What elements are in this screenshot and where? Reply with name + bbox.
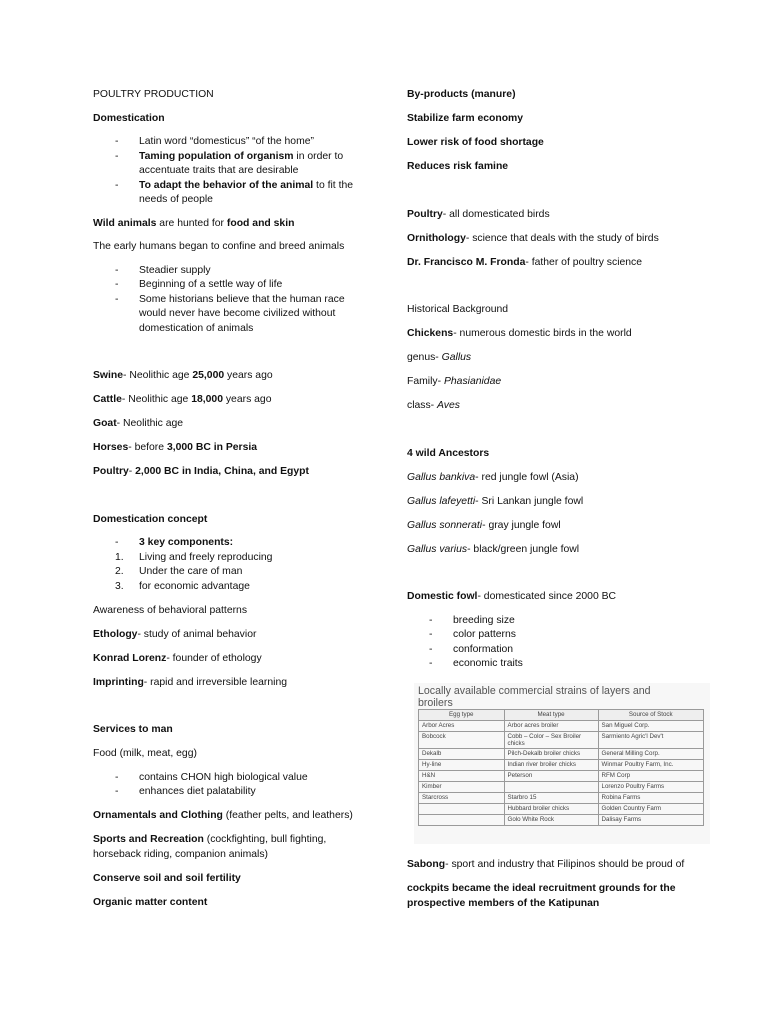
list-item: 1. Living and freely reproducing	[115, 551, 273, 563]
list-item: - enhances diet palatability	[115, 786, 256, 797]
concept-list	[93, 536, 373, 594]
strains-table	[418, 709, 704, 826]
taxonomy-line: class- Aves	[407, 400, 460, 411]
ancestor-line: Gallus bankiva- red jungle fowl (Asia)	[407, 471, 579, 483]
list-item: - 3 key components:	[115, 537, 234, 548]
animal-line: Cattle- Neolithic age 18,000 years ago	[93, 394, 272, 405]
right-column	[407, 88, 707, 672]
fowl-traits-list	[407, 614, 707, 672]
table-row: Dekalb Pilch-Dekalb broiler chicks General Milling Corp.	[419, 749, 704, 760]
list-item: 2. Under the care of man	[115, 566, 243, 577]
definition-line: Konrad Lorenz- founder of ethology	[93, 652, 262, 664]
historical-heading: Historical Background	[407, 304, 509, 315]
list-item: - breeding size	[429, 614, 515, 626]
list-item: - To adapt the behavior of the animal to fit the needs of people	[115, 179, 354, 205]
list-item: - economic traits	[429, 658, 523, 669]
strains-table-image	[414, 683, 710, 844]
byproduct-line: By-products (manure)	[407, 89, 516, 100]
left-column	[93, 88, 373, 910]
table-row: Bobcock Cobb – Color – Sex Broiler chicks Sarmiento Agric'l Dev't	[419, 732, 704, 749]
early-humans-list	[93, 264, 373, 337]
list-item: 3. for economic advantage	[115, 580, 250, 592]
table-row: Hy-line Indian river broiler chicks Winmar Poultry Farm, Inc.	[419, 760, 704, 771]
wild-animals-line: Wild animals are hunted for food and skin	[93, 217, 295, 229]
definition-line: Ethology- study of animal behavior	[93, 628, 257, 640]
list-item: - Some historians believe that the human race would never have become civilized without domestication of animals	[115, 293, 345, 334]
animal-line: Horses- before 3,000 BC in Persia	[93, 442, 258, 453]
animal-line: Goat- Neolithic age	[93, 418, 184, 429]
table-row: Starcross Starbro 15 Robina Farms	[419, 793, 704, 804]
ancestors-heading: 4 wild Ancestors	[407, 447, 490, 459]
byproduct-line: Lower risk of food shortage	[407, 137, 544, 148]
ancestor-line: Gallus varius- black/green jungle fowl	[407, 543, 580, 555]
services-heading: Services to man	[93, 724, 173, 735]
definition-line: Dr. Francisco M. Fronda- father of poultry science	[407, 256, 643, 268]
domestic-fowl-line: Domestic fowl- domesticated since 2000 BC	[407, 591, 617, 602]
animal-line: Poultry- 2,000 BC in India, China, and Egypt	[93, 466, 309, 477]
list-item: - Steadier supply	[115, 264, 211, 276]
definition-line: Ornithology- science that deals with the study of birds	[407, 232, 659, 244]
list-item: - contains CHON high biological value	[115, 771, 308, 783]
table-row: Golo White Rock Dalisay Farms	[419, 815, 704, 826]
doc-title: POULTRY PRODUCTION	[93, 89, 214, 100]
table-row: Kimber Lorenzo Poultry Farms	[419, 782, 704, 793]
conserve-line: Conserve soil and soil fertility	[93, 872, 241, 884]
list-item: - color patterns	[429, 629, 516, 640]
animal-line: Swine- Neolithic age 25,000 years ago	[93, 370, 273, 381]
taxonomy-line: Family- Phasianidae	[407, 376, 502, 387]
food-list	[93, 771, 373, 800]
byproduct-line: Reduces risk famine	[407, 161, 509, 172]
taxonomy-line: genus- Gallus	[407, 352, 472, 363]
table-row: Arbor Acres Arbor acres broiler San Miguel Corp.	[419, 721, 704, 732]
table-row: H&N Peterson RFM Corp	[419, 771, 704, 782]
list-item: - Taming population of organism in order to accentuate traits that are desirable	[115, 150, 344, 176]
ancestor-line: Gallus sonnerati- gray jungle fowl	[407, 519, 561, 531]
sabong-line: Sabong- sport and industry that Filipinos should be proud of	[407, 859, 685, 870]
awareness-line: Awareness of behavioral patterns	[93, 604, 248, 616]
organic-line: Organic matter content	[93, 896, 208, 908]
ornamentals-line: Ornamentals and Clothing (feather pelts, and leathers)	[93, 810, 353, 821]
list-item: - Latin word “domesticus” “of the home”	[115, 136, 314, 147]
food-line: Food (milk, meat, egg)	[93, 748, 197, 759]
column-header: Egg type	[419, 710, 505, 721]
sports-line: Sports and Recreation (cockfighting, bull fighting, horseback riding, companion animals)	[93, 834, 327, 860]
column-header: Meat type	[504, 710, 598, 721]
list-item: - Beginning of a settle way of life	[115, 279, 283, 290]
animal-timeline	[93, 369, 373, 480]
right-column-bottom	[407, 858, 707, 911]
concept-heading: Domestication concept	[93, 513, 208, 525]
cockpits-line: cockpits became the ideal recruitment grounds for the prospective members of the Katipunan	[407, 883, 676, 909]
domestication-heading: Domestication	[93, 112, 165, 124]
chickens-line: Chickens- numerous domestic birds in the world	[407, 328, 632, 339]
definition-line: Poultry- all domesticated birds	[407, 208, 550, 220]
strains-table-title: Locally available commercial strains of layers and broilers	[418, 685, 651, 709]
early-humans-line: The early humans began to confine and breed animals	[93, 241, 345, 252]
table-header-row	[419, 710, 704, 721]
byproduct-line: Stabilize farm economy	[407, 113, 524, 124]
table-row: Hubbard broiler chicks Golden Country Farm	[419, 804, 704, 815]
domestication-list	[93, 135, 373, 208]
definition-line: Imprinting- rapid and irreversible learning	[93, 676, 288, 688]
list-item: - conformation	[429, 643, 514, 655]
ancestor-line: Gallus lafeyetti- Sri Lankan jungle fowl	[407, 495, 584, 507]
column-header: Source of Stock	[598, 710, 703, 721]
